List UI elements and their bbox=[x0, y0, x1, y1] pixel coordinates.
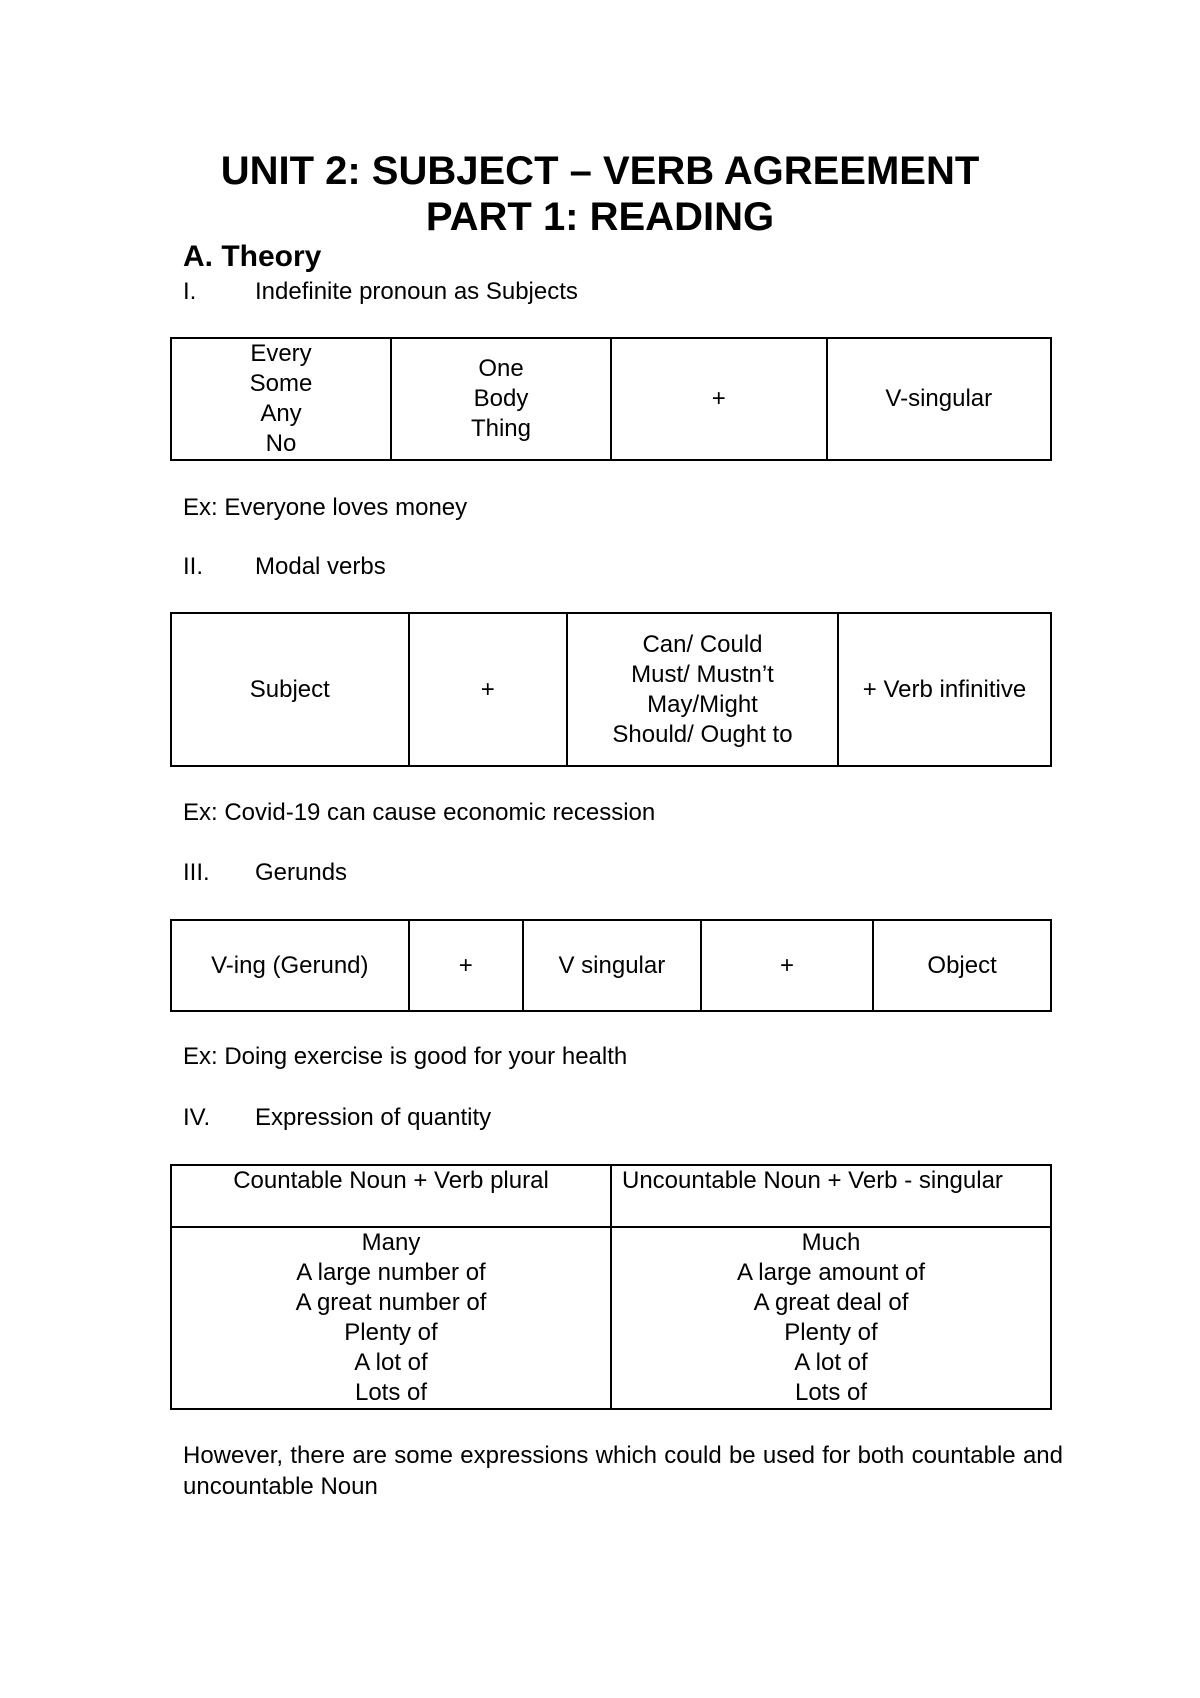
roman-numeral: II. bbox=[183, 553, 204, 580]
subheading-indefinite-pronoun bbox=[183, 278, 578, 306]
example-sentence: Ex: Everyone loves money bbox=[183, 494, 468, 521]
list-item: A lot of bbox=[354, 1349, 428, 1376]
cell-line: Some bbox=[249, 370, 313, 397]
subheading-gerunds bbox=[183, 859, 347, 887]
subheading-text: Expression of quantity bbox=[255, 1104, 492, 1131]
cell-line: Thing bbox=[470, 415, 532, 442]
list-item: Much bbox=[801, 1229, 861, 1256]
cell-plus: + bbox=[409, 613, 567, 766]
cell-line: One bbox=[478, 355, 524, 382]
list-item: A lot of bbox=[794, 1349, 868, 1376]
section-heading-theory: A. Theory bbox=[183, 240, 322, 273]
header-countable: Countable Noun + Verb plural bbox=[171, 1165, 611, 1227]
cell-subject: Subject bbox=[171, 613, 409, 766]
subheading-text: Gerunds bbox=[255, 859, 348, 886]
roman-numeral: III. bbox=[183, 859, 210, 886]
roman-numeral: I. bbox=[183, 278, 197, 305]
cell-line: No bbox=[265, 430, 297, 457]
list-item: A large number of bbox=[296, 1259, 486, 1286]
list-item: A great number of bbox=[295, 1289, 487, 1316]
example-sentence: Ex: Covid-19 can cause economic recession bbox=[183, 799, 656, 826]
cell-verb-singular: V singular bbox=[523, 920, 701, 1011]
part-title: PART 1: READING bbox=[425, 195, 775, 239]
example-sentence: Ex: Doing exercise is good for your health bbox=[183, 1043, 628, 1070]
cell-line: Must/ Mustn’t bbox=[631, 660, 774, 688]
table-modal-verbs bbox=[170, 612, 1052, 767]
list-item: Plenty of bbox=[344, 1319, 438, 1346]
subheading-text: Indefinite pronoun as Subjects bbox=[255, 278, 578, 305]
list-item: Many bbox=[361, 1229, 421, 1256]
list-item: A large amount of bbox=[736, 1259, 926, 1286]
cell-verb-infinitive: + Verb infinitive bbox=[838, 613, 1051, 766]
roman-numeral: IV. bbox=[183, 1104, 211, 1131]
cell-suffixes bbox=[391, 338, 611, 460]
cell-plus: + bbox=[611, 338, 827, 460]
cell-line: May/Might bbox=[647, 690, 758, 718]
list-item: A great deal of bbox=[753, 1289, 909, 1316]
cell-line: Can/ Could bbox=[642, 630, 763, 658]
cell-line: Should/ Ought to bbox=[612, 720, 793, 748]
cell-verb: V-singular bbox=[827, 338, 1051, 460]
table-quantity bbox=[170, 1164, 1052, 1410]
list-item: Lots of bbox=[354, 1379, 428, 1406]
cell-plus: + bbox=[701, 920, 873, 1011]
cell-line: Every bbox=[250, 340, 312, 367]
cell-line: Body bbox=[473, 385, 529, 412]
unit-title: UNIT 2: SUBJECT – VERB AGREEMENT bbox=[220, 149, 980, 193]
cell-object: Object bbox=[873, 920, 1051, 1011]
list-item: Lots of bbox=[794, 1379, 868, 1406]
subheading-modal-verbs bbox=[183, 553, 386, 581]
cell-determiners bbox=[171, 338, 391, 460]
cell-gerund: V-ing (Gerund) bbox=[171, 920, 409, 1011]
table-indefinite-pronoun bbox=[170, 337, 1052, 461]
countable-expressions bbox=[171, 1227, 611, 1409]
cell-plus: + bbox=[409, 920, 523, 1011]
uncountable-expressions bbox=[611, 1227, 1051, 1409]
cell-modals bbox=[567, 613, 838, 766]
cell-line: Any bbox=[260, 400, 302, 427]
closing-paragraph: However, there are some expressions which could be used for both countable and uncountable Noun bbox=[183, 1442, 1063, 1500]
subheading-expression-of-quantity bbox=[183, 1104, 491, 1132]
subheading-text: Modal verbs bbox=[255, 553, 386, 580]
table-gerunds bbox=[170, 919, 1052, 1012]
header-uncountable: Uncountable Noun + Verb - singular bbox=[611, 1165, 1051, 1227]
list-item: Plenty of bbox=[784, 1319, 878, 1346]
